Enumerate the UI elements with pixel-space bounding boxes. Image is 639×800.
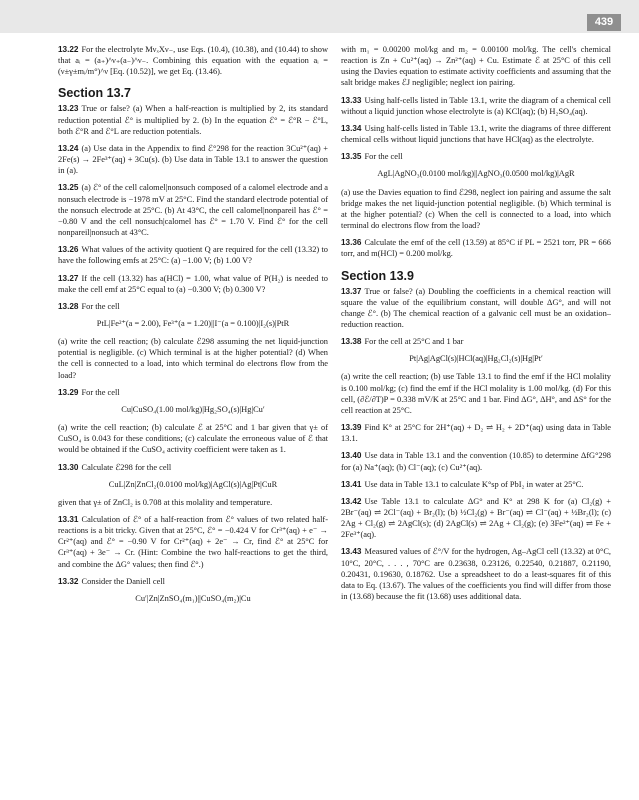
problem-text: (a) ℰ° of the cell calomel|nonsuch composed of a calomel electrode and a nonsuch electrode is −1978 mV at 25°C. Find the standard electrode potential of the nonsuch electrode at 25°C. (b) At 43°C, the cell calomel|nonpareil has ℰ° = −0.80 V and the cell nonsuch|calomel has ℰ° = 1.70 V. Find ℰ° for the cell nonpareil|nonsuch at 43°C. [58, 183, 328, 238]
cell-diagram: Cu|CuSO₄(1.00 mol/kg)|Hg₂SO₄(s)|Hg|Cu′ [121, 404, 265, 414]
problem-number: 13.25 [58, 183, 79, 193]
problem [58, 143, 328, 176]
problem-number: 13.35 [341, 152, 362, 162]
problem-text: For the cell [364, 152, 403, 162]
problem [341, 123, 611, 145]
problem-number: 13.27 [58, 273, 79, 283]
problem-number: 13.31 [58, 515, 79, 524]
cell-diagram: AgL|AgNO₃(0.0100 mol/kg)||AgNO₃(0.0500 mol/kg)|AgR [377, 169, 575, 179]
problem-number: 13.41 [341, 479, 362, 489]
cell-diagram: CuL|Zn|ZnCl₂(0.0100 mol/kg)|AgCl(s)|Ag|Pt|CuR [108, 479, 278, 489]
problem [341, 422, 611, 444]
problem-number: 13.26 [58, 245, 79, 255]
problem-text: For the cell at 25°C and 1 bar [364, 337, 464, 347]
problem-text: (a) Use data in the Appendix to find ℰ°298 for the reaction 3Cu²⁺(aq) + 2Fe(s) → 2Fe³⁺(aq) + 3Cu(s). (b) Use data in Table 13.1 to answer the question in (a). [58, 143, 328, 176]
problem-number: 13.30 [58, 462, 79, 472]
problem [341, 336, 611, 347]
body-text: (a) write the cell reaction; (b) use Table 13.1 to find the emf if the HCl molality is 0.100 mol/kg; (c) find the emf if the HCl molality is 1.00 mol/kg. (d) For this cell, (∂ℰ/∂T)P = 0.338 mV/K at 25°C and 1 bar. Find ΔG°, ΔH°, and ΔS° for the cell reaction at 25°C. [341, 372, 611, 415]
problem [341, 546, 611, 602]
problem-number: 13.40 [341, 451, 362, 461]
problem-number: 13.34 [341, 123, 362, 133]
problem-number: 13.36 [341, 238, 362, 248]
problem-number: 13.23 [58, 104, 79, 114]
problem-text: Find K° at 25°C for 2H⁺(aq) + D₂ ⇌ H₂ + 2D⁺(aq) using data in Table 13.1. [341, 423, 611, 444]
problem-text: Consider the Daniell cell [81, 576, 165, 586]
problem [58, 576, 328, 587]
problem [58, 44, 328, 77]
problem-text: For the electrolyte MνₓXν₋, use Eqs. (10.4), (10.38), and (10.44) to show that aᵢ = (a₊)^ν₊(a₋)^ν₋. Combining this equation with the equation aᵢ = (ν±γ±mᵢ/m°)^ν [Eq. (10.52)], we get Eq. (13.46). [58, 45, 328, 77]
body-text: (a) use the Davies equation to find ℰ298, neglect ion pairing and assume the salt bridge makes the net liquid-junction potential negligible. (b) Which terminal is at the higher potential? (c) When the cell is connected to a load, into which terminal do electrons flow from the load? [341, 187, 611, 231]
problem-text: For the cell [81, 387, 120, 397]
problem [58, 387, 328, 398]
problem-text: Calculate ℰ298 for the cell [81, 462, 172, 472]
problem [58, 514, 328, 570]
problem-text: Use data in Table 13.1 to calculate K°sp of PbI₂ in water at 25°C. [364, 479, 584, 489]
body-text: (a) write the cell reaction; (b) calculate ℰ at 25°C and 1 bar given that γ± of CuSO₄ is 0.043 for these conditions; (c) calculate the erroneous value of ℰ that would be obtained if the CuSO₄ activity coefficient were taken as 1. [58, 423, 328, 455]
problem [58, 103, 328, 136]
body-text: (a) write the cell reaction; (b) calculate ℰ298 assuming the net liquid-junction potential is negligible. (c) Which terminal is at the higher potential? (d) When the cell is connected to a load, into which terminal do electrons flow from the load? [58, 337, 328, 380]
problem [58, 273, 328, 295]
problem-text: Using half-cells listed in Table 13.1, write the diagrams of three different chemical cells without liquid junctions that have HCl(aq) as the electrolyte. [341, 123, 611, 145]
problem [58, 244, 328, 266]
problem [341, 450, 611, 472]
problem-number: 13.29 [58, 387, 79, 397]
problem-number: 13.37 [341, 286, 362, 296]
problem [341, 496, 611, 541]
page-number: 439 [587, 14, 621, 31]
problem-text: Calculation of ℰ° of a half-reaction from ℰ° values of two related half-reactions is a bit tricky. Given that at 25°C, ℰ° = −0.424 V for Cr³⁺(aq) + e⁻ → Cr²⁺(aq) and ℰ° = −0.90 V for Cr²⁺(aq) + 2e⁻ → Cr, find ℰ° at 25°C for Cr³⁺(aq) + 3e⁻ → Cr. (Hint: Combine the two half-reactions to get the third, and combine the ΔG° values; then find ℰ°.) [58, 515, 328, 569]
page-header-bar [0, 0, 639, 33]
problem-text: Calculate the emf of the cell (13.59) at 85°C if PL = 2521 torr, PR = 666 torr, and m(HCl) = 0.200 mol/kg. [341, 238, 611, 259]
section-heading: Section 13.9 [341, 268, 414, 283]
cell-diagram: PtL|Fe²⁺(a = 2.00), Fe³⁺(a = 1.20)||I⁻(a = 0.100)|I₂(s)|PtR [96, 318, 290, 328]
problem-text: Measured values of ℰ°/V for the hydrogen, Ag–AgCl cell (13.32) at 0°C, 10°C, 20°C, . . . , 70°C are 0.23638, 0.23126, 0.22540, 0.21887, 0.21190, 0.20431, 0.19630, 0.18762. Use a spreadsheet to do a least-squares fit of this data to Eq. (13.67). The values of the coefficients you find will differ from those in (13.68) because the fit (13.68) uses additional data. [341, 547, 611, 602]
problem [58, 462, 328, 473]
problem [58, 301, 328, 312]
problem-text: True or false? (a) When a half-reaction is multiplied by 2, its standard reduction potential ℰ° is multiplied by 2. (b) In the equation ℰ° = ℰ°R − ℰ°L, both ℰ°R and ℰ°L are reduction potentials. [58, 104, 328, 136]
problem-text: True or false? (a) Doubling the coefficients in a chemical reaction will square the value of the equilibrium constant, will double ΔG°, and will not change ℰ°. (b) The chemical reaction of a galvanic cell must be an oxidation–reduction reaction. [341, 286, 611, 329]
problem [341, 151, 611, 162]
body-text: given that γ± of ZnCl₂ is 0.708 at this molality and temperature. [58, 497, 273, 507]
right-column [341, 44, 611, 608]
problem [341, 237, 611, 259]
problem-number: 13.42 [341, 496, 362, 506]
left-column [58, 44, 328, 611]
problem-number: 13.24 [58, 143, 79, 153]
problem [341, 479, 611, 490]
problem-number: 13.32 [58, 576, 79, 586]
problem [341, 286, 611, 331]
body-text: with m₁ = 0.00200 mol/kg and m₂ = 0.00100 mol/kg. The cell's chemical reaction is Zn + Cu²⁺(aq) → Zn²⁺(aq) + Cu. Estimate ℰ at 25°C of this cell using the Davies equation to estimate activity coefficients and assuming that the salt bridge makes ℰJ negligible; neglect ion pairing. [341, 45, 611, 88]
problem-number: 13.33 [341, 95, 362, 105]
problem-number: 13.22 [58, 45, 79, 54]
problem-number: 13.38 [341, 337, 362, 347]
section-heading: Section 13.7 [58, 86, 131, 101]
problem-text: Use Table 13.1 to calculate ΔG° and K° at 298 K for (a) Cl₂(g) + 2Br⁻(aq) ⇌ 2Cl⁻(aq) + Br₂(l); (b) ½Cl₂(g) + Br⁻(aq) ⇌ Cl⁻(aq) + ½Br₂(l); (c) 2Ag + Cl₂(g) ⇌ 2AgCl(s); (d) 2AgCl(s) ⇌ 2Ag + Cl₂(g); (e) 3Fe²⁺(aq) ⇌ Fe + 2Fe³⁺(aq). [341, 496, 611, 540]
problem-text: What values of the activity quotient Q are required for the cell (13.32) to have the following emfs at 25°C: (a) −1.00 V; (b) 1.00 V? [58, 245, 328, 266]
problem-number: 13.28 [58, 301, 79, 311]
problem [341, 95, 611, 117]
cell-diagram: Cu′|Zn|ZnSO₄(m₁)||CuSO₄(m₂)|Cu [135, 593, 251, 603]
cell-diagram: Pt|Ag|AgCl(s)|HCl(aq)|Hg₂Cl₂(s)|Hg|Pt′ [409, 354, 543, 364]
problem-number: 13.43 [341, 547, 362, 557]
problem-text: For the cell [81, 301, 120, 311]
problem-number: 13.39 [341, 423, 362, 433]
problem-text: If the cell (13.32) has a(HCl) = 1.00, what value of P(H₂) is needed to make the cell emf at 25°C equal to (a) −0.300 V; (b) 0.300 V? [58, 273, 328, 294]
problem-text: Use data in Table 13.1 and the convention (10.85) to determine ΔfG°298 for (a) Na⁺(aq); (b) Cl⁻(aq); (c) Cu²⁺(aq). [341, 451, 611, 472]
problem-text: Using half-cells listed in Table 13.1, write the diagram of a chemical cell without a liquid junction whose electrolyte is (a) KCl(aq); (b) H₂SO₄(aq). [341, 95, 611, 116]
problem [58, 182, 328, 238]
